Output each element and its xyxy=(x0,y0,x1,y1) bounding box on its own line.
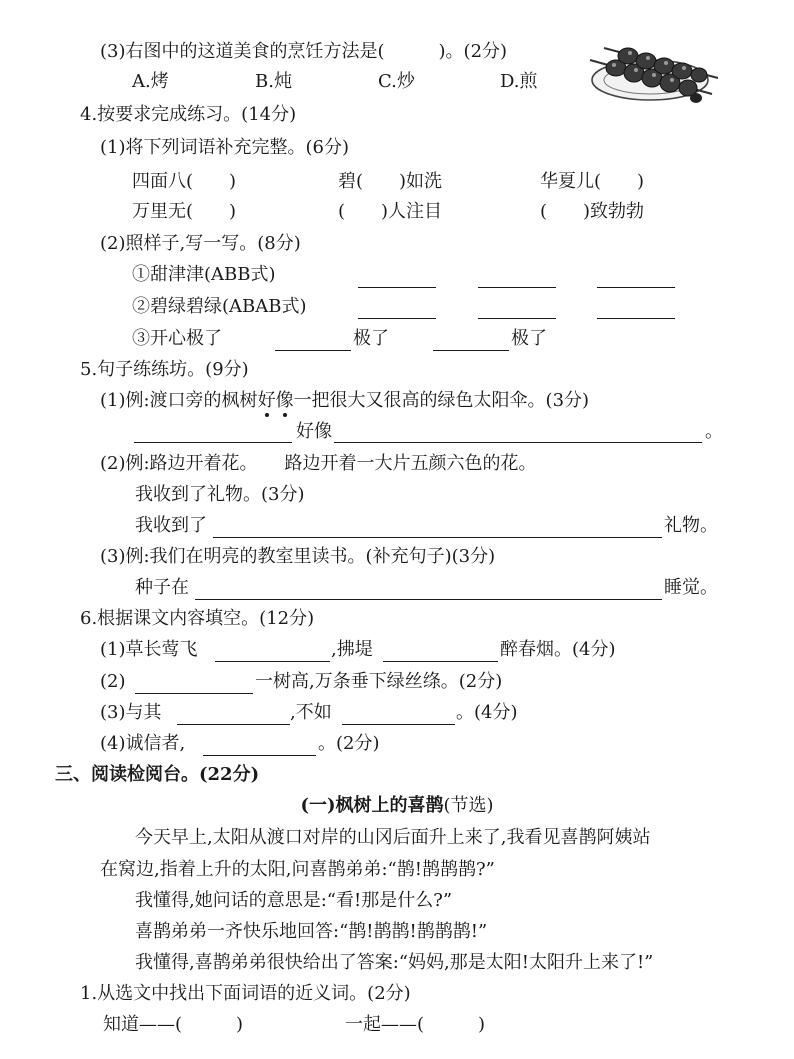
s6-p3-c: 。(4分) xyxy=(456,702,518,723)
s5-p1-pre: (1)例:渡口旁的枫树 xyxy=(100,390,258,411)
q3-option-c: C.炒 xyxy=(378,71,415,92)
s4-example-jile: ③开心极了 xyxy=(132,328,222,349)
s6-p2-answer-line[interactable] xyxy=(135,693,253,694)
s6-p2-a: (2) xyxy=(100,671,126,692)
s5-p1-answer-line-a[interactable] xyxy=(134,442,292,443)
s5-p3-answer-line[interactable] xyxy=(195,599,662,600)
jile-answer-line-1[interactable] xyxy=(275,350,351,351)
emphasis-char-2: 像 xyxy=(275,390,294,411)
s4-word-5: ( )人注目 xyxy=(338,201,443,222)
s6-p1-answer-line-2[interactable] xyxy=(383,661,498,662)
jile-suffix-1: 极了 xyxy=(353,328,389,349)
s5-p2-answer-line[interactable] xyxy=(213,537,662,538)
s6-p4-answer-line[interactable] xyxy=(203,755,316,756)
s5-p3-fill-end: 睡觉。 xyxy=(664,577,718,598)
s4-part2-title: (2)照样子,写一写。(8分) xyxy=(100,233,301,254)
s4-example-abb: ①甜津津(ABB式) xyxy=(132,264,276,285)
food-skewer-illustration xyxy=(586,34,722,110)
section-6-header: 6.根据课文内容填空。(12分) xyxy=(80,608,315,629)
emphasis-char-1: 好 xyxy=(257,390,276,411)
reading-q1-title: 1.从选文中找出下面词语的近义词。(2分) xyxy=(80,983,411,1004)
s5-p1-answer-line-b[interactable] xyxy=(334,442,702,443)
abb-answer-line-2[interactable] xyxy=(478,287,556,288)
s6-p2-b: 一树高,万条垂下绿丝绦。(2分) xyxy=(255,671,503,692)
s4-example-abab: ②碧绿碧绿(ABAB式) xyxy=(132,296,307,317)
abb-answer-line-3[interactable] xyxy=(597,287,675,288)
q3-option-b: B.炖 xyxy=(255,71,292,92)
reading-q1-item2: 一起——( ) xyxy=(345,1014,486,1035)
passage-para3: 喜鹊弟弟一齐快乐地回答:“鹊!鹊鹊!鹊鹊鹊!” xyxy=(135,921,488,942)
s4-part1-title: (1)将下列词语补充完整。(6分) xyxy=(100,137,349,158)
abab-answer-line-3[interactable] xyxy=(597,318,675,319)
s6-p1-a: (1)草长莺飞 xyxy=(100,639,198,660)
passage-title-row xyxy=(0,794,794,818)
s4-word-3: 华夏儿( ) xyxy=(540,171,645,192)
q3-question: (3)右图中的这道美食的烹饪方法是( )。(2分) xyxy=(100,41,508,62)
passage-note: (节选) xyxy=(443,795,494,816)
s4-word-1: 四面八( ) xyxy=(132,171,237,192)
s6-p3-answer-line-1[interactable] xyxy=(177,724,290,725)
s5-part3-example: (3)例:我们在明亮的教室里读书。(补充句子)(3分) xyxy=(100,546,496,567)
abb-answer-line-1[interactable] xyxy=(358,287,436,288)
jile-suffix-2: 极了 xyxy=(511,328,547,349)
section-5-header: 5.句子练练坊。(9分) xyxy=(80,359,249,380)
s5-p1-post: 一把很大又很高的绿色太阳伞。(3分) xyxy=(293,390,590,411)
section-4-header: 4.按要求完成练习。(14分) xyxy=(80,104,297,125)
s6-p3-a: (3)与其 xyxy=(100,702,162,723)
passage-title: (一)枫树上的喜鹊 xyxy=(300,795,444,816)
s5-part2-example: (2)例:路边开着花。 路边开着一大片五颜六色的花。 xyxy=(100,453,537,474)
passage-para4: 我懂得,喜鹊弟弟很快给出了答案:“妈妈,那是太阳!太阳升上来了!” xyxy=(135,952,654,973)
s6-p3-b: ,不如 xyxy=(290,702,332,723)
s4-word-6: ( )致勃勃 xyxy=(540,201,645,222)
q3-option-d: D.煎 xyxy=(500,71,538,92)
s4-word-2: 碧( )如洗 xyxy=(338,171,443,192)
passage-para1-line2: 在窝边,指着上升的太阳,问喜鹊弟弟:“鹊!鹊鹊鹊?” xyxy=(100,859,495,880)
s5-part1-example xyxy=(100,389,589,413)
q3-option-a: A.烤 xyxy=(132,71,169,92)
section-reading-header: 三、阅读检阅台。(22分) xyxy=(55,764,260,785)
s5-p1-fill-end: 。 xyxy=(705,421,723,442)
passage-para2: 我懂得,她问话的意思是:“看!那是什么?” xyxy=(135,890,453,911)
s5-p2-fill-end: 礼物。 xyxy=(664,515,718,536)
s5-part2-given: 我收到了礼物。(3分) xyxy=(135,484,305,505)
passage-para1-line1: 今天早上,太阳从渡口对岸的山冈后面升上来了,我看见喜鹊阿姨站 xyxy=(135,827,651,848)
s6-p4-a: (4)诚信者, xyxy=(100,733,186,754)
s5-p1-fill-word: 好像 xyxy=(296,421,332,442)
s6-p4-b: 。(2分) xyxy=(318,733,380,754)
reading-q1-item1: 知道——( ) xyxy=(103,1014,244,1035)
s4-word-4: 万里无( ) xyxy=(132,201,237,222)
jile-answer-line-2[interactable] xyxy=(433,350,509,351)
s6-p3-answer-line-2[interactable] xyxy=(342,724,455,725)
abab-answer-line-1[interactable] xyxy=(358,318,436,319)
s5-p3-fill-start: 种子在 xyxy=(135,577,189,598)
s5-p2-fill-start: 我收到了 xyxy=(135,515,207,536)
s6-p1-answer-line-1[interactable] xyxy=(215,661,330,662)
s6-p1-c: 醉春烟。(4分) xyxy=(500,639,616,660)
s6-p1-b: ,拂堤 xyxy=(331,639,373,660)
abab-answer-line-2[interactable] xyxy=(478,318,556,319)
